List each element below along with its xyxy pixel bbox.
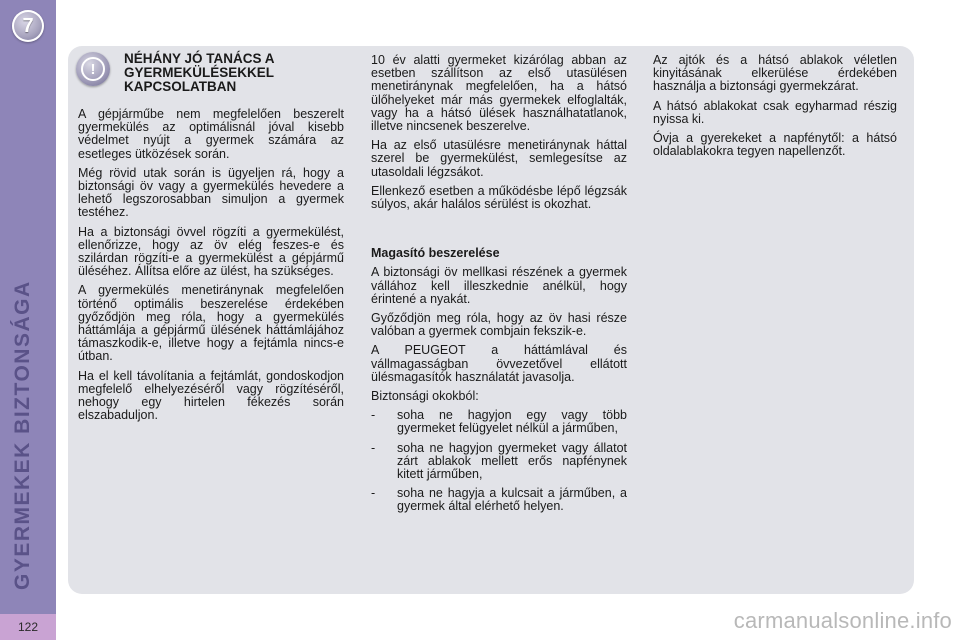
paragraph: Győződjön meg róla, hogy az öv hasi része valóban a gyermek combjain fekszik-e. — [371, 311, 627, 339]
paragraph: A PEUGEOT a háttámlával és vállmagasságban övvezetővel ellátott ülésmagasítók használatát javasolja. — [371, 343, 627, 384]
paragraph: Ha az első utasülésre menetiránynak háttal szerel be gyermekülést, semlegesítse az utasoldali légzsákot. — [371, 138, 627, 179]
warning-exclamation-icon: ! — [76, 52, 110, 86]
paragraph: A gépjárműbe nem megfelelően beszerelt gyermekülés az optimálisnál jóval kisebb védelmet nyújt a gyermek számára az esetleges ütközések során. — [78, 107, 344, 161]
list-item-text: soha ne hagyja a kulcsait a járműben, a gyermek által elérhető helyen. — [397, 486, 627, 514]
paragraph: Óvja a gyerekeket a napfénytől: a hátsó oldalablakokra tegyen napellenzőt. — [653, 131, 897, 159]
paragraph: A gyermekülés menetiránynak megfelelően történő optimális beszerelése érdekében győződjön meg róla, hogy a gyermekülés háttámlája a gépjármű ülésének háttámlájához támaszkodik-e, illetve hogy a fejtámla nincs-e útban. — [78, 283, 344, 364]
list-item: - soha ne hagyjon egy vagy több gyermeket felügyelet nélkül a járműben, — [371, 408, 627, 436]
chapter-title: GYERMEKEK BIZTONSÁGA — [11, 280, 34, 590]
paragraph: Még rövid utak során is ügyeljen rá, hogy a biztonsági öv vagy a gyermekülés hevedere a lehető legszorosabban simuljon a gyermek testéhez. — [78, 165, 344, 220]
column-1 — [78, 108, 344, 428]
sidebar — [0, 0, 56, 640]
paragraph: Ha a biztonsági övvel rögzíti a gyermekülést, ellenőrizze, hogy az öv elég feszes-e és szilárdan rögzíti-e a gyermekülést a gépjármű üléséhez. Állítsa előre az ülést, ha szükséges. — [78, 224, 344, 279]
column-3 — [653, 54, 897, 164]
paragraph: Biztonsági okokból: — [371, 389, 479, 404]
list-item: - soha ne hagyja a kulcsait a járműben, a gyermek által elérhető helyen. — [371, 486, 627, 514]
subheading: Magasító beszerelése — [371, 246, 500, 261]
paragraph: A hátsó ablakokat csak egyharmad részig nyissa ki. — [653, 98, 897, 126]
column-2 — [371, 54, 627, 520]
paragraph: Az ajtók és a hátsó ablakok véletlen kinyitásának elkerülése érdekében használja a biztonsági gyermekzárat. — [653, 53, 897, 94]
paragraph: Ha el kell távolítania a fejtámlát, gondoskodjon megfelelő elhelyezéséről vagy rögzítéséről, nehogy egy hirtelen fékezés során elszabaduljon. — [78, 368, 344, 423]
watermark: carmanualsonline.info — [733, 608, 952, 633]
paragraph: A biztonsági öv mellkasi részének a gyermek vállához kell illeszkednie anélkül, hogy érintené a nyakát. — [371, 265, 627, 306]
chapter-number-badge: 7 — [12, 10, 44, 42]
paragraph: 10 év alatti gyermeket kizárólag abban az esetben szállítson az első utasülésen menetiránynak megfelelően, ha a hátsó ülőhelyeket már más gyermekek elfoglalták, vagy ha a hátsó ülések használhatatlanok, illetve nincsenek beszerelve. — [371, 53, 627, 134]
page-number: 122 — [0, 614, 56, 640]
section-title: NÉHÁNY JÓ TANÁCS A GYERMEKÜLÉSEKKEL KAPCSOLATBAN — [124, 51, 275, 94]
list-item-text: soha ne hagyjon egy vagy több gyermeket felügyelet nélkül a járműben, — [397, 408, 627, 436]
paragraph: Ellenkező esetben a működésbe lépő légzsák súlyos, akár halálos sérülést is okozhat. — [371, 183, 627, 212]
list-item-text: soha ne hagyjon gyermeket vagy állatot zárt ablakok mellett erős napfénynek kitett járműben, — [397, 440, 627, 482]
safety-list — [371, 409, 627, 513]
list-item: - soha ne hagyjon gyermeket vagy állatot zárt ablakok mellett erős napfénynek kitett járműben, — [371, 440, 627, 482]
